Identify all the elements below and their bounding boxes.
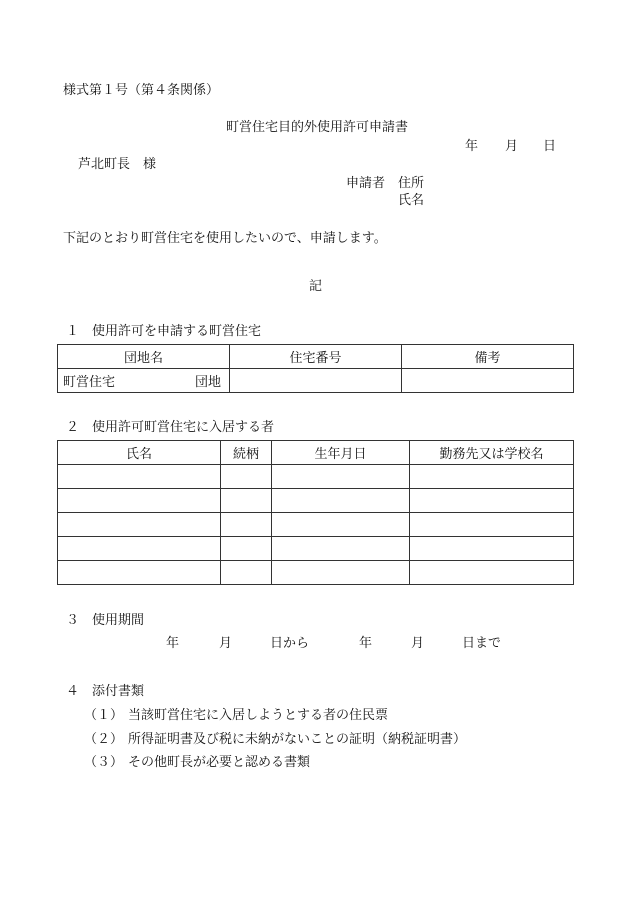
header-house-number: 住宅番号 (230, 345, 402, 369)
period-start-year: 年 (166, 636, 180, 651)
resident-workplace-cell[interactable] (410, 513, 574, 537)
resident-workplace-cell[interactable] (410, 561, 574, 585)
applicant-address-label: 住所 (398, 176, 425, 191)
table-row (58, 489, 574, 513)
table-row (58, 537, 574, 561)
header-danchi-name: 団地名 (58, 345, 230, 369)
ki-label: 記 (309, 279, 323, 294)
resident-relationship-cell[interactable] (221, 489, 272, 513)
resident-workplace-cell[interactable] (410, 465, 574, 489)
intro-text: 下記のとおり町営住宅を使用したいので、申請します。 (63, 231, 387, 246)
resident-birthdate-cell[interactable] (272, 489, 410, 513)
danchi-prefix: 町営住宅 (63, 375, 116, 390)
section4-heading: ４ 添付書類 (66, 684, 145, 699)
period-end-year: 年 (359, 636, 373, 651)
resident-name-cell[interactable] (58, 489, 221, 513)
header-remarks: 備考 (402, 345, 574, 369)
attachment-2-text: 所得証明書及び税に未納がないことの証明（納税証明書） (128, 732, 467, 747)
attachment-3-text: その他町長が必要と認める書類 (128, 755, 311, 770)
date-year-label: 年 (465, 139, 479, 154)
table-header-row (58, 441, 574, 465)
addressee: 芦北町長 様 (78, 157, 157, 172)
section3-heading: ３ 使用期間 (66, 613, 145, 628)
date-day-label: 日 (543, 139, 557, 154)
attachment-1-text: 当該町営住宅に入居しようとする者の住民票 (128, 708, 389, 723)
attachment-1-number: （１） (84, 708, 124, 723)
resident-birthdate-cell[interactable] (272, 537, 410, 561)
danchi-suffix: 団地 (194, 375, 221, 390)
resident-name-cell[interactable] (58, 513, 221, 537)
header-relationship: 続柄 (221, 441, 272, 465)
form-number: 様式第１号（第４条関係） (63, 83, 220, 98)
resident-name-cell[interactable] (58, 465, 221, 489)
resident-birthdate-cell[interactable] (272, 465, 410, 489)
period-end-month: 月 (411, 636, 425, 651)
period-end-day: 日まで (462, 636, 502, 651)
header-birthdate: 生年月日 (272, 441, 410, 465)
table-row (58, 513, 574, 537)
applicant-name-label: 氏名 (398, 193, 425, 208)
header-name: 氏名 (58, 441, 221, 465)
residents-table (57, 440, 574, 585)
resident-name-cell[interactable] (58, 537, 221, 561)
attachment-2-number: （２） (84, 732, 124, 747)
period-start-month: 月 (219, 636, 233, 651)
page-title: 町営住宅目的外使用許可申請書 (226, 120, 409, 135)
danchi-name-cell[interactable] (58, 369, 230, 393)
date-month-label: 月 (505, 139, 519, 154)
section2-heading: ２ 使用許可町営住宅に入居する者 (66, 420, 275, 435)
resident-birthdate-cell[interactable] (272, 513, 410, 537)
resident-birthdate-cell[interactable] (272, 561, 410, 585)
resident-name-cell[interactable] (58, 561, 221, 585)
resident-relationship-cell[interactable] (221, 513, 272, 537)
house-number-cell[interactable] (230, 369, 402, 393)
table-header-row (58, 345, 574, 369)
resident-workplace-cell[interactable] (410, 489, 574, 513)
remarks-cell[interactable] (402, 369, 574, 393)
resident-relationship-cell[interactable] (221, 561, 272, 585)
section1-heading: １ 使用許可を申請する町営住宅 (66, 324, 262, 339)
period-start-day: 日から (270, 636, 310, 651)
header-workplace-school: 勤務先又は学校名 (410, 441, 574, 465)
resident-workplace-cell[interactable] (410, 537, 574, 561)
table-row (58, 465, 574, 489)
resident-relationship-cell[interactable] (221, 465, 272, 489)
housing-table (57, 344, 574, 393)
resident-relationship-cell[interactable] (221, 537, 272, 561)
table-row (58, 369, 574, 393)
applicant-label: 申請者 (346, 176, 386, 191)
table-row (58, 561, 574, 585)
attachment-3-number: （３） (84, 755, 124, 770)
